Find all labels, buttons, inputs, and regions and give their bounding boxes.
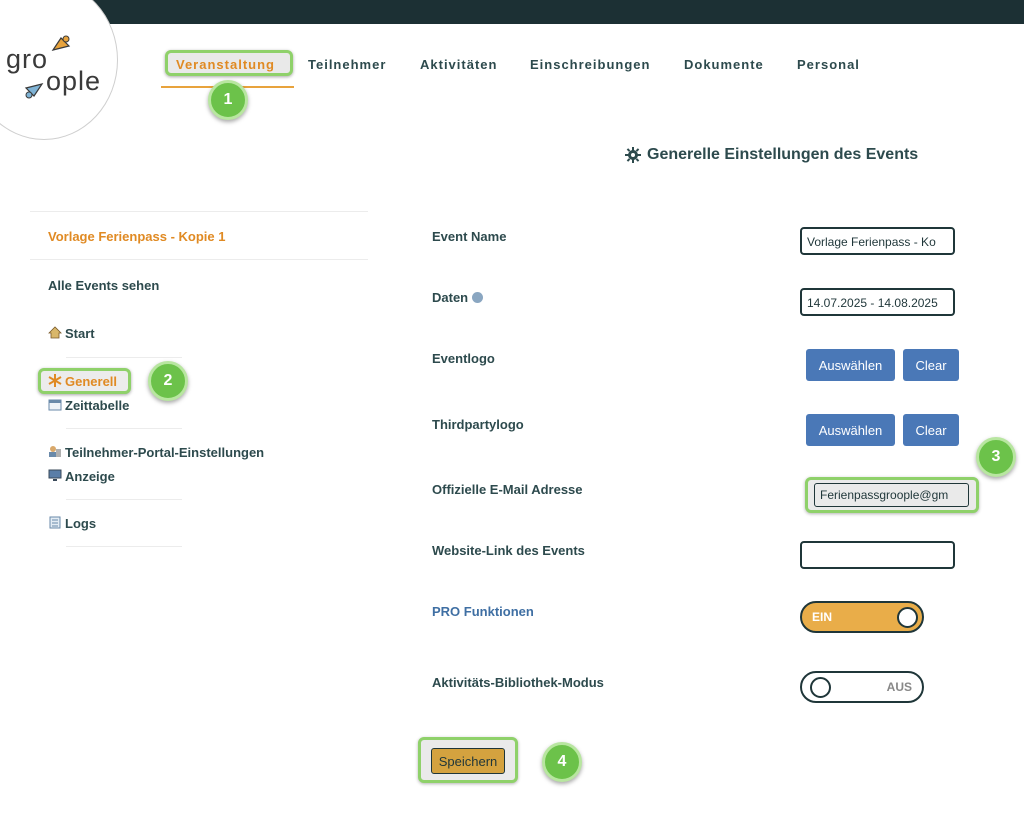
tab-aktivitaeten[interactable]: Aktivitäten xyxy=(420,57,498,72)
monitor-icon xyxy=(48,469,62,482)
sidebar-divider xyxy=(30,211,368,212)
pro-features-label: PRO Funktionen xyxy=(432,604,534,619)
section-title-text: Generelle Einstellungen des Events xyxy=(647,146,919,163)
sidebar-divider xyxy=(30,259,368,260)
save-button[interactable]: Speichern xyxy=(431,748,505,774)
library-mode-toggle[interactable] xyxy=(800,671,924,703)
step-marker-3: 3 xyxy=(976,437,1016,477)
top-bar xyxy=(0,0,1024,24)
email-label: Offizielle E-Mail Adresse xyxy=(432,482,583,497)
eventlogo-choose-button[interactable]: Auswählen xyxy=(806,349,895,381)
sidebar-item-label: Teilnehmer-Portal-Einstellungen xyxy=(65,445,265,460)
logs-icon xyxy=(48,516,62,529)
website-input[interactable] xyxy=(800,541,955,569)
logo-bell-icon xyxy=(49,34,73,56)
sidebar-item-logs[interactable] xyxy=(48,516,96,531)
event-name-label: Event Name xyxy=(432,229,507,244)
section-title xyxy=(625,146,918,164)
sidebar-item-generell[interactable] xyxy=(48,374,117,389)
toggle-knob xyxy=(897,607,918,628)
dates-label-text: Daten xyxy=(432,290,469,305)
sidebar-item-start[interactable] xyxy=(48,326,95,341)
library-mode-label: Aktivitäts-Bibliothek-Modus xyxy=(432,675,604,690)
tab-veranstaltung[interactable]: Veranstaltung xyxy=(176,57,275,72)
thirdpartylogo-label: Thirdpartylogo xyxy=(432,417,524,432)
tab-personal[interactable]: Personal xyxy=(797,57,860,72)
dates-label xyxy=(432,290,483,305)
email-field-highlight xyxy=(805,477,979,513)
toggle-state-label: AUS xyxy=(886,680,912,694)
sidebar-item-label: Zeittabelle xyxy=(65,398,130,413)
save-button-highlight xyxy=(418,737,518,783)
tab-einschreibungen[interactable]: Einschreibungen xyxy=(530,57,651,72)
toggle-state-label: EIN xyxy=(812,610,833,624)
toggle-knob xyxy=(810,677,831,698)
sidebar-divider xyxy=(66,546,182,547)
gear-icon xyxy=(625,147,641,163)
sidebar-all-events-link[interactable]: Alle Events sehen xyxy=(48,278,160,293)
step-marker-4: 4 xyxy=(542,742,582,782)
sidebar-current-event[interactable]: Vorlage Ferienpass - Kopie 1 xyxy=(48,229,226,244)
website-label: Website-Link des Events xyxy=(432,543,585,558)
event-name-input[interactable]: Vorlage Ferienpass - Ko xyxy=(800,227,955,255)
logo-text-line1: gro xyxy=(6,44,49,74)
thirdpartylogo-clear-button[interactable]: Clear xyxy=(903,414,959,446)
sidebar-item-portal-settings[interactable] xyxy=(48,445,264,460)
eventlogo-label: Eventlogo xyxy=(432,351,495,366)
sidebar-item-label: Logs xyxy=(65,516,97,531)
sidebar-item-label: Anzeige xyxy=(65,469,115,484)
calendar-icon xyxy=(48,398,62,411)
logo-text-line2: ople xyxy=(46,66,102,96)
sidebar-item-label: Generell xyxy=(65,374,118,389)
email-input[interactable]: Ferienpassgroople@gm xyxy=(814,483,969,507)
sidebar-divider xyxy=(66,428,182,429)
eventlogo-clear-button[interactable]: Clear xyxy=(903,349,959,381)
asterisk-icon xyxy=(48,374,62,387)
sidebar-divider xyxy=(66,357,182,358)
thirdpartylogo-choose-button[interactable]: Auswählen xyxy=(806,414,895,446)
help-icon[interactable] xyxy=(472,292,483,303)
sidebar-divider xyxy=(66,499,182,500)
groople-logo[interactable] xyxy=(6,44,106,104)
tab-teilnehmer[interactable]: Teilnehmer xyxy=(308,57,387,72)
step-marker-2: 2 xyxy=(148,361,188,401)
sidebar-item-label: Start xyxy=(65,326,95,341)
logo-bell-icon-blue xyxy=(22,78,46,100)
dates-input[interactable]: 14.07.2025 - 14.08.2025 xyxy=(800,288,955,316)
tab-dokumente[interactable]: Dokumente xyxy=(684,57,764,72)
step-marker-1: 1 xyxy=(208,80,248,120)
sidebar-item-zeittabelle[interactable] xyxy=(48,398,129,413)
sidebar-item-anzeige[interactable] xyxy=(48,469,115,484)
portal-icon xyxy=(48,445,62,458)
pro-features-toggle[interactable] xyxy=(800,601,924,633)
home-icon xyxy=(48,326,62,339)
